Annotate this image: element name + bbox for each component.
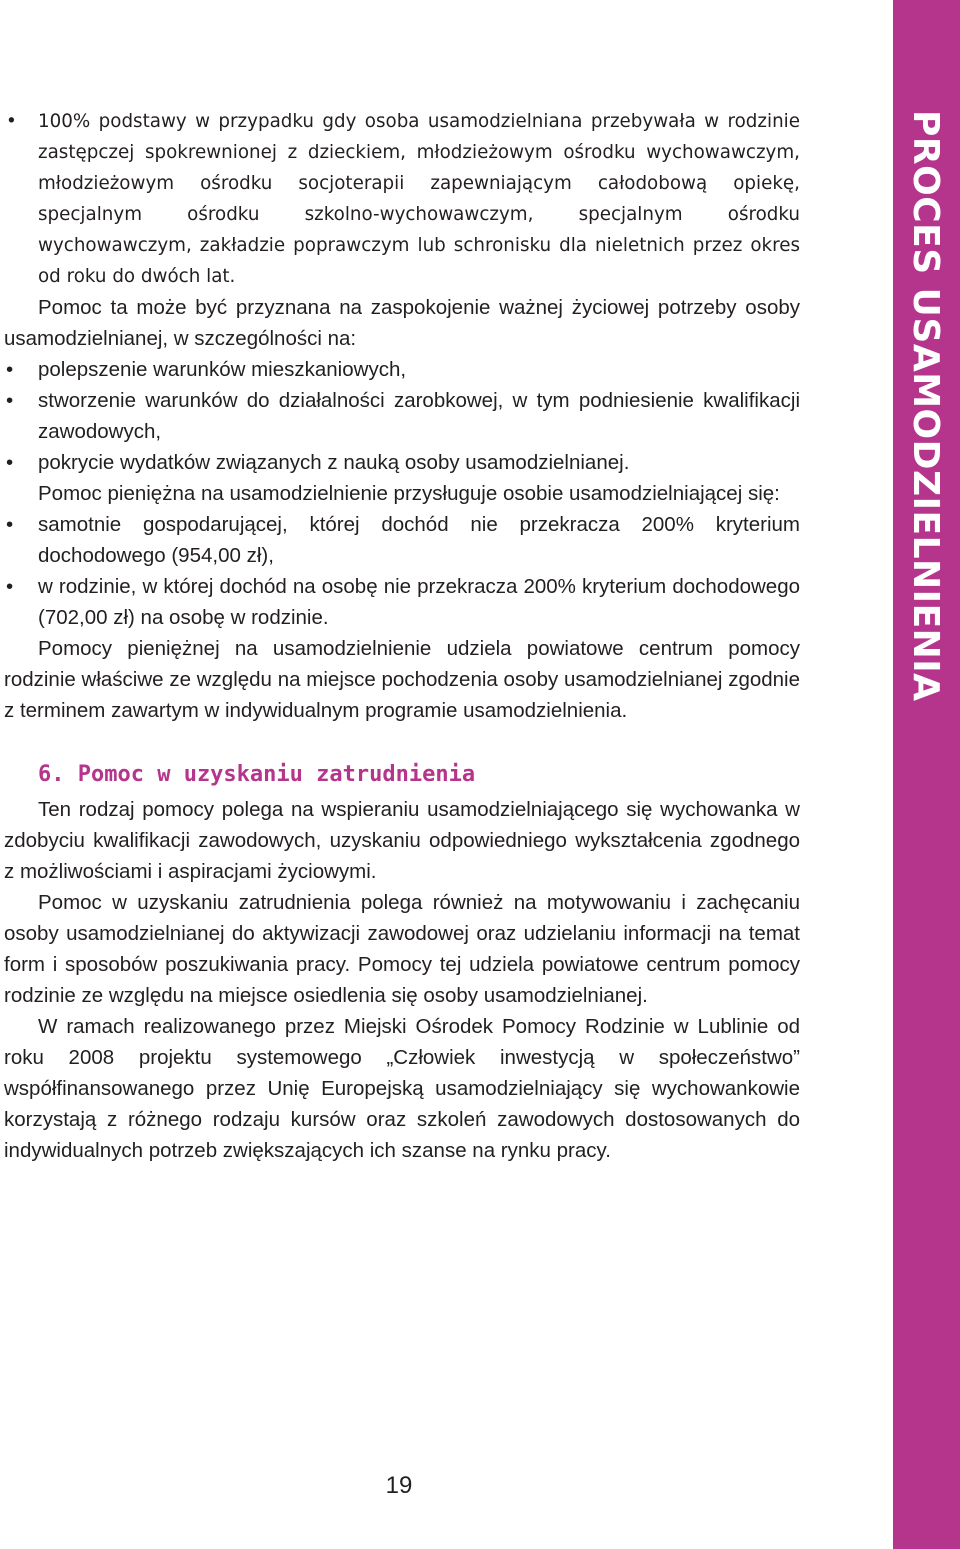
- list-item: • samotnie gospodarującej, której dochód nie przekracza 200% kryterium dochodowego (954,00 zł),: [4, 509, 800, 571]
- list-item: • w rodzinie, w której dochód na osobę nie przekracza 200% kryterium dochodowego (702,00 zł) na osobę w rodzinie.: [4, 571, 800, 633]
- sidebar-band: [893, 0, 960, 1549]
- income-basis-list: [4, 106, 800, 292]
- sidebar-title: PROCES USAMODZIELNIENIA: [905, 110, 946, 702]
- page-content: [4, 106, 800, 1166]
- list-item: • polepszenie warunków mieszkaniowych,: [4, 354, 800, 385]
- support-list: [4, 354, 800, 478]
- cash-paragraph: Pomoc pieniężna na usamodzielnienie przysługuje osobie usamodzielniającej się:: [38, 482, 780, 505]
- support-paragraph: Pomoc ta może być przyznana na zaspokojenie ważnej życiowej potrzeby osoby usamodzielnianej, w szczególności na:: [4, 296, 800, 350]
- section-paragraph: Pomoc w uzyskaniu zatrudnienia polega również na motywowaniu i zachęcaniu osoby usamodzielnianej do aktywizacji zawodowej oraz udzielaniu informacji na temat form i sposobów poszukiwania pracy. Pomocy tej udziela powiatowe centrum pomocy rodzinie ze względu na miejsce osiedlenia się osoby usamodzielnianej.: [4, 891, 800, 1007]
- cash-list: [4, 509, 800, 633]
- section-paragraph: W ramach realizowanego przez Miejski Ośrodek Pomocy Rodzinie w Lublinie od roku 2008 projektu systemowego „Człowiek inwestycją w społeczeństwo” współfinansowanego przez Unię Europejską usamodzielniający się wychowankowie korzystają z różnego rodzaju kursów oraz szkoleń zawodowych dostosowanych do indywidualnych potrzeb zwiększających ich szanse na rynku pracy.: [4, 1015, 800, 1162]
- center-paragraph: Pomocy pieniężnej na usamodzielnienie udziela powiatowe centrum pomocy rodzinie właściwe ze względu na miejsce pochodzenia osoby usamodzielnianej zgodnie z terminem zawartym w indywidualnym programie usamodzielnienia.: [4, 637, 800, 722]
- section-paragraph: Ten rodzaj pomocy polega na wspieraniu usamodzielniającego się wychowanka w zdobyciu kwalifikacji zawodowych, uzyskaniu odpowiedniego wykształcenia zgodnego z możliwościami i aspiracjami życiowymi.: [4, 798, 800, 883]
- section-heading: 6. Pomoc w uzyskaniu zatrudnienia: [38, 762, 476, 787]
- list-item: • stworzenie warunków do działalności zarobkowej, w tym podniesienie kwalifikacji zawodowych,: [4, 385, 800, 447]
- page-number: 19: [385, 1472, 413, 1499]
- list-item: • 100% podstawy w przypadku gdy osoba usamodzielniana przebywała w rodzinie zastępczej spokrewnionej z dzieckiem, młodzieżowym ośrodku wychowawczym, młodzieżowym ośrodku socjoterapii zapewniającym całodobową opiekę, specjalnym ośrodku szkolno-wychowawczym, specjalnym ośrodku wychowawczym, zakładzie poprawczym lub schronisku dla nieletnich przez okres od roku do dwóch lat.: [4, 106, 800, 292]
- list-item: • pokrycie wydatków związanych z nauką osoby usamodzielnianej.: [4, 447, 800, 478]
